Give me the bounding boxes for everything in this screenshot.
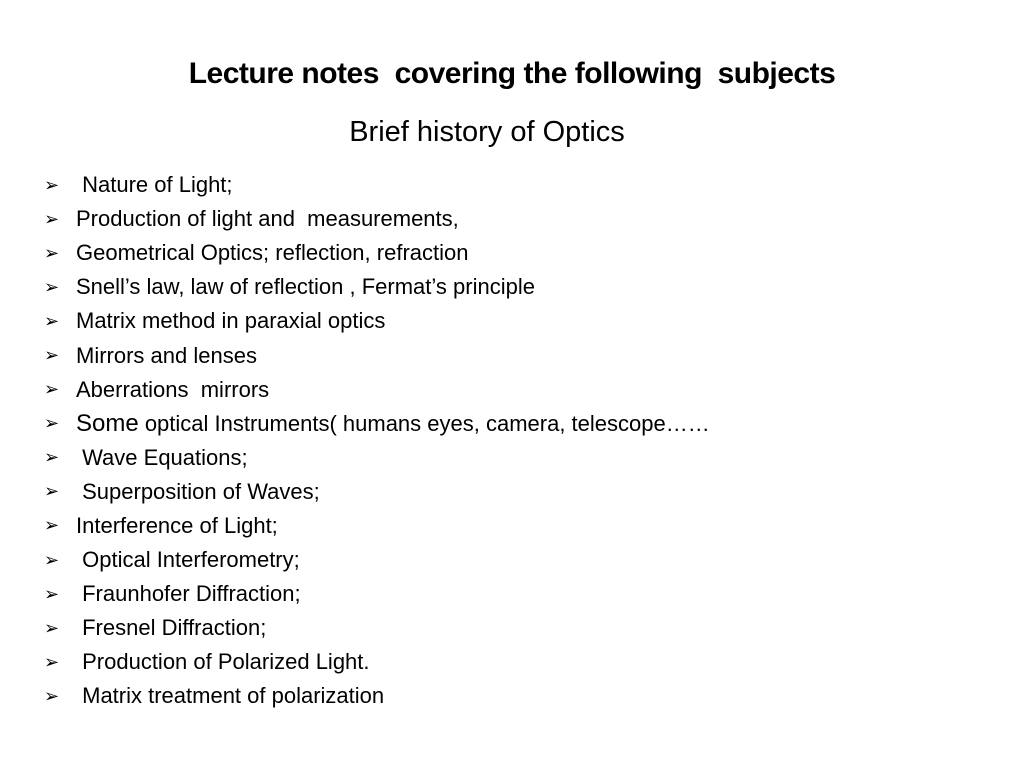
arrow-bullet-icon: ➢	[44, 651, 60, 673]
list-item	[44, 645, 710, 679]
list-item-text: Optical Interferometry;	[76, 547, 300, 573]
list-item	[44, 236, 710, 270]
list-item	[44, 611, 710, 645]
arrow-bullet-icon: ➢	[44, 276, 60, 298]
list-item-rest: optical Instruments( humans eyes, camera, telescope……	[138, 410, 710, 436]
list-item	[44, 202, 710, 236]
list-item-text: Production of light and measurements,	[76, 206, 459, 232]
list-item-text: Production of Polarized Light.	[76, 649, 370, 675]
arrow-bullet-icon: ➢	[44, 481, 60, 503]
list-item-text: Interference of Light;	[76, 512, 278, 538]
list-item	[44, 509, 710, 543]
list-item-text: Mirrors and lenses	[76, 342, 257, 368]
list-item-text: Aberrations mirrors	[76, 376, 270, 402]
arrow-bullet-icon: ➢	[44, 549, 60, 571]
arrow-bullet-icon: ➢	[44, 515, 60, 537]
list-item	[44, 475, 710, 509]
list-item-text	[76, 410, 710, 438]
arrow-bullet-icon: ➢	[44, 242, 60, 264]
list-item-text: Wave Equations;	[76, 444, 248, 470]
list-item-lead-word: Some	[76, 409, 139, 437]
list-item	[44, 407, 710, 441]
list-item	[44, 679, 710, 713]
list-item-text: Geometrical Optics; reflection, refraction	[76, 240, 469, 266]
arrow-bullet-icon: ➢	[44, 685, 60, 707]
list-item-text: Matrix method in paraxial optics	[76, 308, 386, 334]
list-item-text: Matrix treatment of polarization	[76, 683, 385, 709]
list-item	[44, 373, 710, 407]
list-item	[44, 168, 710, 202]
arrow-bullet-icon: ➢	[44, 447, 60, 469]
arrow-bullet-icon: ➢	[44, 345, 60, 367]
list-item	[44, 543, 710, 577]
list-item	[44, 304, 710, 338]
arrow-bullet-icon: ➢	[44, 174, 60, 196]
list-item-text: Fraunhofer Diffraction;	[76, 581, 301, 607]
arrow-bullet-icon: ➢	[44, 583, 60, 605]
list-item	[44, 441, 710, 475]
arrow-bullet-icon: ➢	[44, 310, 60, 332]
topic-list	[44, 168, 710, 714]
arrow-bullet-icon: ➢	[44, 379, 60, 401]
list-item	[44, 338, 710, 372]
list-item-text: Snell’s law, law of reflection , Fermat’s principle	[76, 274, 535, 300]
arrow-bullet-icon: ➢	[44, 617, 60, 639]
list-item-text: Superposition of Waves;	[76, 478, 320, 504]
list-item	[44, 270, 710, 304]
list-item-text: Nature of Light;	[76, 172, 233, 198]
slide-subtitle: Brief history of Optics	[349, 116, 625, 148]
list-item-text: Fresnel Diffraction;	[76, 615, 267, 641]
arrow-bullet-icon: ➢	[44, 413, 60, 435]
list-item	[44, 577, 710, 611]
slide-title: Lecture notes covering the following subjects	[188, 57, 836, 90]
arrow-bullet-icon: ➢	[44, 208, 60, 230]
